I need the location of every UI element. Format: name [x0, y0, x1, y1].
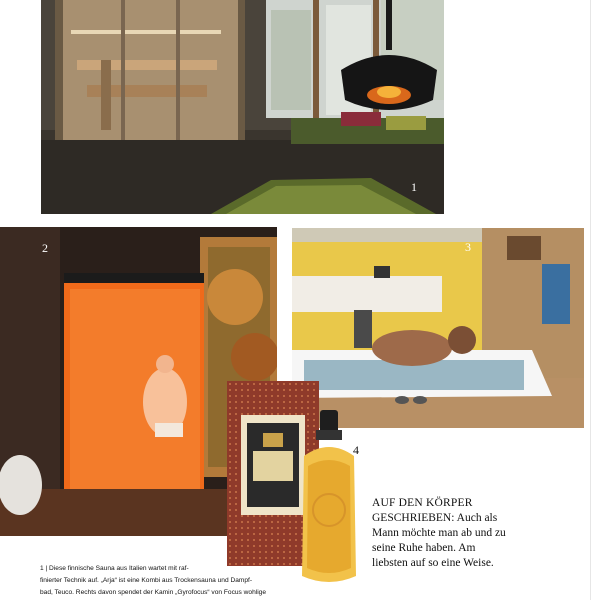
photo-bathtub-man: [292, 228, 584, 428]
caption-heading-line-5: liebsten auf so eine Weise.: [372, 557, 494, 569]
caption-heading: [372, 496, 542, 571]
photo-product-bottle: [298, 410, 360, 586]
page-edge-rule: [590, 0, 591, 600]
caption-body-line-3: bad, Teuco. Rechts davon spendet der Kamin „Gyrofocus“ von Focus wohlige: [40, 589, 267, 596]
caption-body-line-1: 1 | Diese finnische Sauna aus Italien wartet mit raf-: [40, 565, 189, 572]
photo-number-3: 3: [465, 240, 471, 254]
caption-heading-line-3: Mann möchte man ab und zu: [372, 527, 506, 539]
photo-number-2: 2: [42, 241, 48, 255]
photo-sauna-fireplace: [41, 0, 444, 214]
photo-number-4: 4: [353, 443, 359, 457]
caption-body-line-2: finierter Technik auf. „Arja“ ist eine Kombi aus Trockensauna und Dampf-: [40, 577, 253, 584]
caption-heading-line-4: seine Ruhe haben. Am: [372, 542, 476, 554]
caption-body: [40, 563, 270, 599]
caption-heading-line-2: GESCHRIEBEN: Auch als: [372, 512, 498, 524]
photo-number-1: 1: [411, 180, 417, 194]
caption-heading-line-1: AUF DEN KÖRPER: [372, 497, 473, 509]
